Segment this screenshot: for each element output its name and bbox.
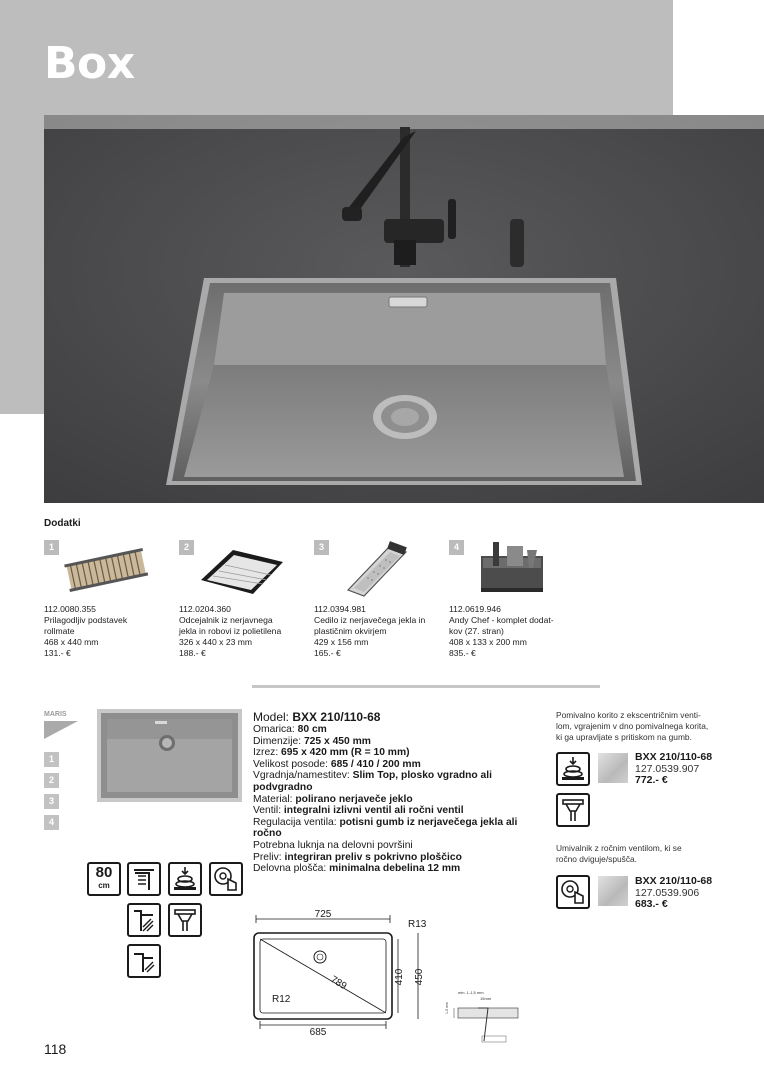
accessory-description: Prilagodljiv podstavek rollmate [44, 615, 128, 636]
dim-inner-width: 685 [309, 1027, 327, 1038]
colander-image [328, 540, 424, 598]
spec-dimensions: Dimenzije: 725 x 450 mm [253, 735, 371, 747]
svg-text:1-5 mm: 1-5 mm [445, 1002, 449, 1014]
accessory-dimensions: 429 x 156 mm [314, 637, 369, 647]
accessory-price: 835.- € [449, 648, 476, 658]
manual-valve-icon [168, 903, 202, 937]
accessory-dimensions: 408 x 133 x 200 mm [449, 637, 527, 647]
stacked-bowls-icon [556, 752, 590, 786]
dim-diagonal: 789 [328, 974, 349, 993]
spec-model: Model: BXX 210/110-68 [253, 710, 381, 724]
accessory-item[interactable] [314, 540, 444, 658]
variant-number[interactable]: 1 [44, 752, 59, 767]
rollmate-image [58, 540, 154, 598]
accessory-number: 2 [179, 540, 194, 555]
accessory-price: 188.- € [179, 648, 206, 658]
spec-hole: Potrebna luknja na delovni površini [253, 839, 413, 851]
accessory-description: Andy Chef - komplet dodat- kov (27. stran) [449, 615, 554, 636]
sink-product-image [97, 709, 242, 802]
hero-photo [44, 115, 764, 503]
slim-top-icon [127, 862, 161, 896]
spec-overflow: Preliv: integriran preliv s pokrivno ploščico [253, 851, 462, 863]
page-number: 118 [44, 1041, 67, 1057]
accessory-code: 112.0619.946 [449, 604, 501, 614]
finish-swatch [598, 876, 628, 906]
variant-note-2: Umivalnik z ročnim ventilom, ki se ročno dviguje/spušča. [556, 843, 682, 864]
page-title: Box [44, 38, 135, 89]
spec-worktop: Delovna plošča: minimalna debelina 12 mm [253, 863, 461, 875]
dim-corner-outer: R13 [408, 919, 427, 930]
variant-number[interactable]: 4 [44, 815, 59, 830]
product-variant-1[interactable]: BXX 210/110-68 127.0539.907 772.- € [635, 751, 713, 786]
flush-mount-icon [127, 903, 161, 937]
accessory-item[interactable] [179, 540, 309, 658]
svg-text:15mm: 15mm [480, 996, 492, 1001]
push-button-valve-icon [556, 875, 590, 909]
accessory-price: 165.- € [314, 648, 341, 658]
dim-height: 450 [414, 968, 425, 986]
accessory-item[interactable] [44, 540, 174, 658]
stacked-bowls-icon [168, 862, 202, 896]
accessory-dimensions: 468 x 440 mm [44, 637, 99, 647]
accessory-description: Cedilo iz nerjavečega jekla in plastičnim okvirjem [314, 615, 426, 636]
accessory-code: 112.0394.981 [314, 604, 366, 614]
svg-text:min. 1-1,5 mm: min. 1-1,5 mm [458, 990, 484, 995]
accessory-item[interactable] [449, 540, 579, 658]
accessory-number: 1 [44, 540, 59, 555]
undermount-icon [127, 944, 161, 978]
accessories-heading: Dodatki [44, 518, 81, 529]
technical-drawing [250, 905, 440, 1040]
dim-inner-height: 410 [394, 968, 405, 986]
accessory-dimensions: 326 x 440 x 23 mm [179, 637, 253, 647]
accessory-description: Odcejalnik iz nerjavnega jekla in robovi iz polietilena [179, 615, 282, 636]
accessory-code: 112.0080.355 [44, 604, 96, 614]
andy-chef-image [463, 540, 559, 598]
push-button-valve-icon [209, 862, 243, 896]
variant-number[interactable]: 3 [44, 794, 59, 809]
drainer-image [193, 540, 289, 598]
specifications [253, 710, 543, 875]
spec-cutout: Izrez: 695 x 420 mm (R = 10 mm) [253, 747, 410, 759]
spec-cabinet: Omarica: 80 cm [253, 724, 327, 735]
series-marker [44, 721, 78, 739]
spec-valve: Ventil: integralni izlivni ventil ali ročni ventil [253, 805, 464, 817]
spec-valve-control: Regulacija ventila: potisni gumb iz nerjavečega jekla ali ročno [253, 816, 518, 840]
section-detail-drawing [444, 986, 524, 1046]
accessory-price: 131.- € [44, 648, 71, 658]
divider [252, 685, 600, 688]
variant-number[interactable]: 2 [44, 773, 59, 788]
spec-bowl-size: Velikost posode: 685 / 410 / 200 mm [253, 758, 421, 770]
accessory-number: 3 [314, 540, 329, 555]
finish-swatch [598, 753, 628, 783]
cabinet-width-icon: 80 cm [87, 862, 121, 896]
series-label: MARIS [44, 711, 67, 718]
product-variant-2[interactable]: BXX 210/110-68 127.0539.906 683.- € [635, 875, 713, 910]
spec-material: Material: polirano nerjaveče jeklo [253, 793, 413, 805]
manual-valve-icon [556, 793, 590, 827]
variant-note-1: Pomivalno korito z ekscentričnim venti- lom, vgrajenim v dno pomivalnega korita, ki ga upravljate s pritiskom na gumb. [556, 710, 709, 742]
accessory-number: 4 [449, 540, 464, 555]
accessory-code: 112.0204.360 [179, 604, 231, 614]
dim-corner-inner: R12 [272, 994, 291, 1005]
spec-installation: Vgradnja/namestitev: Slim Top, plosko vgradno ali podvgradno [253, 770, 492, 793]
dim-width: 725 [314, 909, 332, 920]
